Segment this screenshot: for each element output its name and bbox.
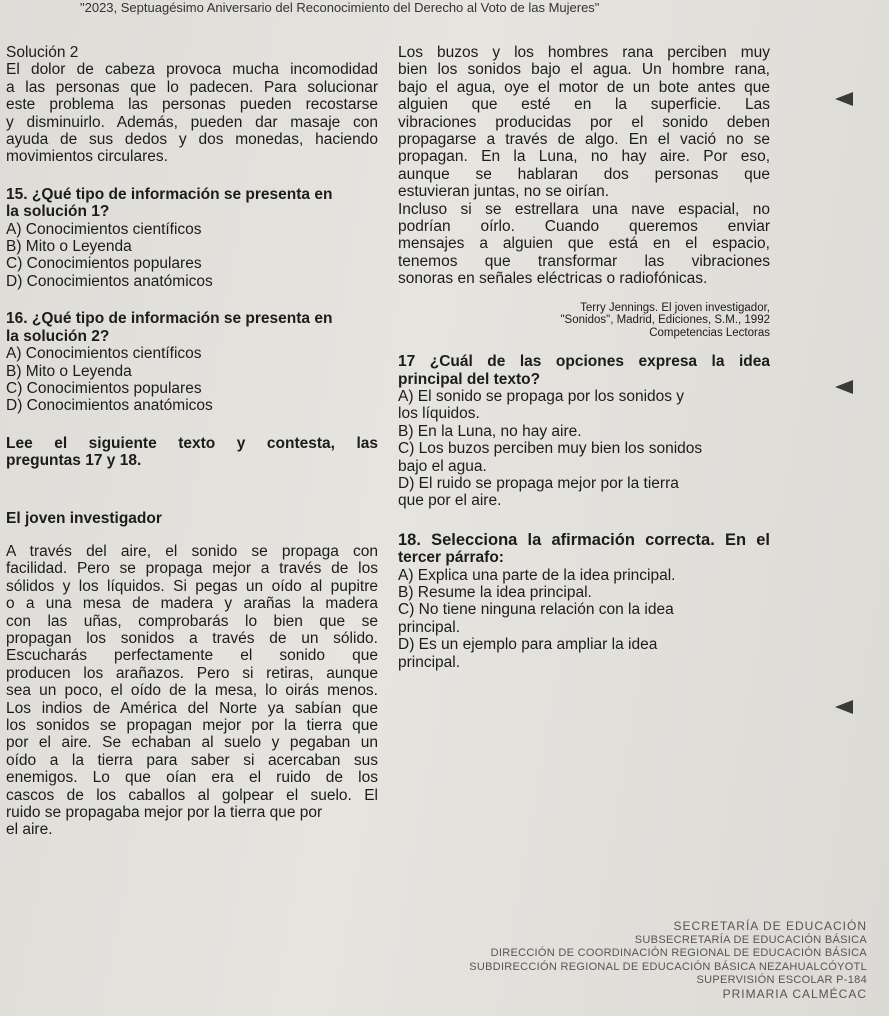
text-line: enemigos. Lo que oían era el ruido de los xyxy=(6,769,378,787)
story-title: El joven investigador xyxy=(6,509,162,527)
question-17-option-d-cont: que por el aire. xyxy=(398,492,502,510)
question-18-option-c: C) No tiene ninguna relación con la idea xyxy=(398,601,674,619)
question-15-option-b: B) Mito o Leyenda xyxy=(6,238,132,256)
story-text-right xyxy=(398,44,770,288)
footer-line: SUBDIRECCIÓN REGIONAL DE EDUCACIÓN BÁSICA NEZAHUALCÓYOTL xyxy=(469,960,867,973)
question-17-option-c: C) Los buzos perciben muy bien los sonidos xyxy=(398,440,703,458)
question-18-option-b: B) Resume la idea principal. xyxy=(398,584,592,602)
story-text-left xyxy=(6,543,378,839)
text-line: propagarse a través de algo. En el vació no se xyxy=(398,131,770,149)
question-16-option-b: B) Mito o Leyenda xyxy=(6,362,132,380)
text-line: vibraciones producidas por el sonido deben xyxy=(398,113,770,131)
question-16-text: 16. ¿Qué tipo de información se presenta en xyxy=(6,310,333,328)
question-18-option-c-cont: principal. xyxy=(398,618,461,636)
instruction-line: preguntas 17 y 18. xyxy=(6,452,142,470)
text-line: movimientos circulares. xyxy=(6,148,168,166)
text-line: Los indios de América del Norte ya sabían que xyxy=(6,699,378,717)
question-16-option-c: C) Conocimientos populares xyxy=(6,379,202,397)
text-line: y disminuirlo. Además, pueden dar masaje con xyxy=(6,113,378,131)
text-line: bajo el agua, oye el motor de un bote antes que xyxy=(398,78,770,96)
text-line: A través del aire, el sonido se propaga con xyxy=(6,542,378,560)
solution-2-title: Solución 2 xyxy=(6,44,79,61)
binder-hole-mark xyxy=(835,380,853,394)
citation-line: Terry Jennings. El joven investigador, xyxy=(580,301,770,314)
text-line: alguien que esté en la superficie. Las xyxy=(398,96,770,114)
text-line: facilidad. Pero se propaga mejor a través de los xyxy=(6,560,378,578)
citation-line: Competencias Lectoras xyxy=(649,326,770,339)
question-16 xyxy=(6,310,378,414)
question-18-option-d: D) Es un ejemplo para ampliar la idea xyxy=(398,636,658,654)
right-column xyxy=(398,44,770,671)
text-line: mensajes a alguien que está en el espacio, xyxy=(398,235,770,253)
institution-footer xyxy=(469,920,867,1001)
reading-instruction xyxy=(6,435,378,470)
solution-2-text xyxy=(6,61,378,165)
text-line: sólidos y los líquidos. Si pegas un oído al pupitre xyxy=(6,577,378,595)
question-17-text: principal del texto? xyxy=(398,370,541,388)
text-line: sea un poco, el oído de la mesa, lo oirás menos. xyxy=(6,682,378,700)
footer-line: SUPERVISIÓN ESCOLAR P-184 xyxy=(696,974,867,986)
page-header: "2023, Septuagésimo Aniversario del Reconocimiento del Derecho al Voto de las Mujeres" xyxy=(80,0,600,15)
footer-line: DIRECCIÓN DE COORDINACIÓN REGIONAL DE EDUCACIÓN BÁSICA xyxy=(490,947,867,959)
question-15-option-d: D) Conocimientos anatómicos xyxy=(6,272,213,290)
question-17-option-d: D) El ruido se propaga mejor por la tierra xyxy=(398,475,679,493)
text-line: podrían oírlo. Cuando queremos enviar xyxy=(398,218,770,236)
question-15-text: 15. ¿Qué tipo de información se presenta en xyxy=(6,185,333,203)
text-line: estuvieran juntas, no se oirían. xyxy=(398,183,610,201)
question-17-option-c-cont: bajo el agua. xyxy=(398,457,487,475)
question-18-option-a: A) Explica una parte de la idea principal. xyxy=(398,566,676,584)
footer-line: PRIMARIA CALMÉCAC xyxy=(722,986,867,1001)
question-18-option-d-cont: principal. xyxy=(398,653,461,671)
text-line: ruido se propagaba mejor por la tierra que por xyxy=(6,804,323,822)
text-line: sonoras en señales eléctricas o radiofónicas. xyxy=(398,270,708,288)
text-line: el aire. xyxy=(6,821,53,839)
question-18-text: 18. Selecciona la afirmación correcta. En el xyxy=(398,530,770,549)
left-column xyxy=(6,44,378,839)
question-15-text: la solución 1? xyxy=(6,203,110,221)
citation-line: "Sonidos", Madrid, Ediciones, S.M., 1992 xyxy=(560,314,770,327)
question-18 xyxy=(398,532,770,671)
binder-hole-mark xyxy=(835,92,853,106)
text-line: con las uñas, comprobarás lo bien que se xyxy=(6,612,378,630)
footer-line: SECRETARÍA DE EDUCACIÓN xyxy=(673,919,867,933)
instruction-line: Lee el siguiente texto y contesta, las xyxy=(6,434,378,452)
text-line: Incluso si se estrellara una nave espacial, no xyxy=(398,200,770,218)
text-line: por el aire. Se echaban al suelo y pegaban un xyxy=(6,734,378,752)
question-15 xyxy=(6,186,378,290)
text-line: los sonidos se propagan mejor por la tierra que xyxy=(6,717,378,734)
question-17-text: 17 ¿Cuál de las opciones expresa la idea xyxy=(398,353,770,371)
question-17-option-a: A) El sonido se propaga por los sonidos y xyxy=(398,388,685,405)
text-line: aunque se hablaran dos personas que xyxy=(398,165,770,183)
text-line: propagan los sonidos a través de un sólido. xyxy=(6,629,378,647)
text-line: propagan. En la Luna, no hay aire. Por eso, xyxy=(398,148,770,166)
text-line: o a una mesa de madera y arañas la madera xyxy=(6,595,378,613)
footer-line: SUBSECRETARÍA DE EDUCACIÓN BÁSICA xyxy=(634,933,867,946)
text-line: oído a la tierra para saber si acercaban sus xyxy=(6,751,378,769)
question-15-option-c: C) Conocimientos populares xyxy=(6,255,202,273)
question-17-option-a-cont: los líquidos. xyxy=(398,405,480,423)
binder-hole-mark xyxy=(835,700,853,714)
question-18-text: tercer párrafo: xyxy=(398,549,504,567)
text-line: tenemos que transformar las vibraciones xyxy=(398,252,770,270)
text-line: a las personas que lo padecen. Para solucionar xyxy=(6,78,378,96)
text-line: Los buzos y los hombres rana perciben muy xyxy=(398,44,770,61)
question-16-text: la solución 2? xyxy=(6,327,110,345)
text-line: Escucharás perfectamente el sonido que xyxy=(6,647,378,665)
text-line: El dolor de cabeza provoca mucha incomodidad xyxy=(6,61,378,79)
question-16-option-a: A) Conocimientos científicos xyxy=(6,345,202,363)
text-line: bien los sonidos bajo el agua. Un hombre rana, xyxy=(398,61,770,79)
question-17-option-b: B) En la Luna, no hay aire. xyxy=(398,422,582,440)
question-17 xyxy=(398,353,770,510)
citation xyxy=(398,302,770,340)
text-line: cascos de los caballos al golpear el suelo. El xyxy=(6,786,378,804)
question-16-option-d: D) Conocimientos anatómicos xyxy=(6,397,213,415)
question-15-option-a: A) Conocimientos científicos xyxy=(6,220,202,238)
text-line: este problema las personas pueden recostarse xyxy=(6,96,378,114)
text-line: ayuda de sus dedos y dos monedas, haciendo xyxy=(6,131,378,149)
text-line: producen los arañazos. Pero si retiras, aunque xyxy=(6,664,378,682)
